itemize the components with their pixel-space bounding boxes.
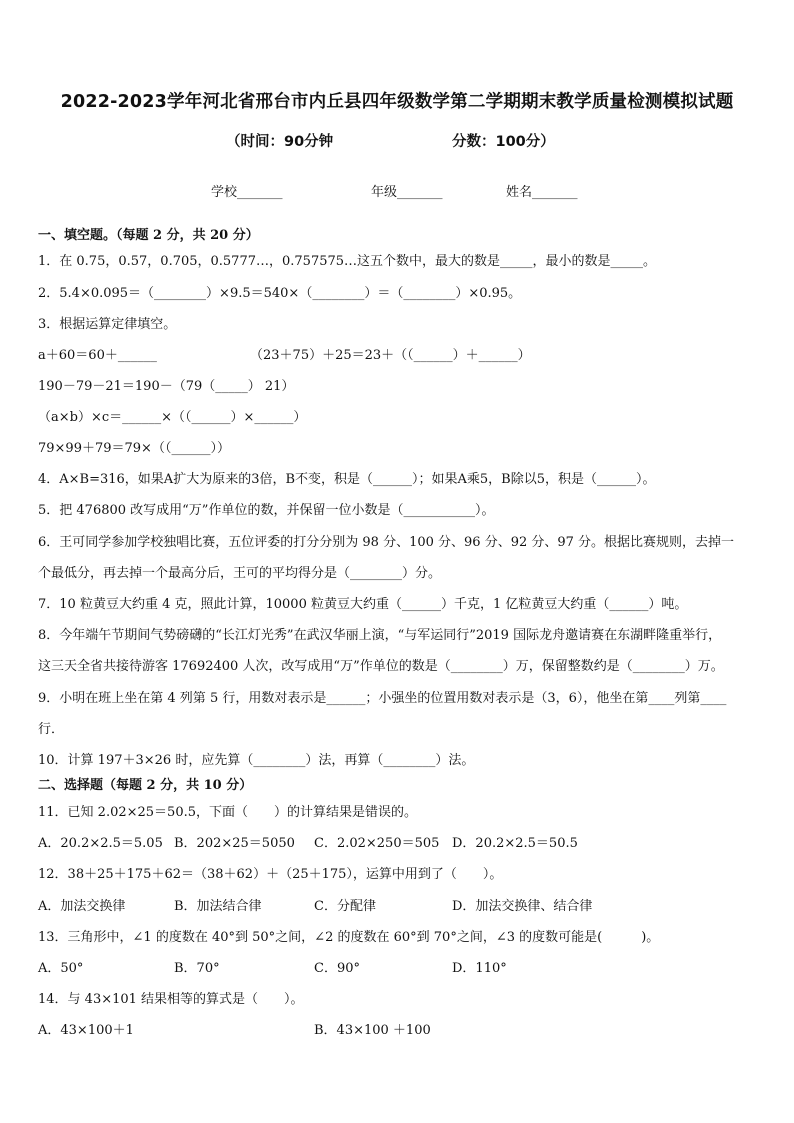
question-10: 10．计算 197＋3×26 时，应先算（________）法，再算（________）法。	[38, 753, 475, 768]
exam-title: 2022-2023学年河北省邢台市内丘县四年级数学第二学期期末教学质量检测模拟试题	[60, 92, 734, 112]
q12-option-a: A．加法交换律	[38, 899, 126, 914]
time-label: （时间：90分钟	[226, 134, 334, 150]
name-field: 姓名_______	[506, 185, 578, 200]
section1-header: 一、填空题。（每题 2 分，共 20 分）	[38, 228, 259, 243]
q14-option-b: B．43×100 ＋100	[314, 1023, 431, 1038]
question-3c: 190－79－21＝190－（79（_____） 21）	[38, 379, 295, 394]
question-3e: 79×99＋79＝79×（（______））	[38, 441, 230, 456]
q11-option-d: D．20.2×2.5＝50.5	[452, 836, 578, 851]
question-8-line2: 这三天全省共接待游客 17692400 人次，改写成用“万”作单位的数是（________）万，保留整数约是（________）万。	[38, 659, 724, 674]
question-1: 1．在 0.75，0.57，0.705，0.5777…，0.757575…这五个数中，最大的数是_____，最小的数是_____。	[38, 254, 657, 269]
question-12: 12．38＋25＋175＋62＝（38＋62）＋（25＋175），运算中用到了（ ）。	[38, 867, 503, 882]
q12-option-d: D．加法交换律、结合律	[452, 899, 593, 914]
question-3d: （a×b）×c＝______×（（______）×______）	[38, 410, 307, 425]
q12-option-c: C．分配律	[314, 899, 376, 914]
question-13: 13．三角形中，∠1 的度数在 40°到 50°之间，∠2 的度数在 60°到 70°之间，∠3 的度数可能是( )。	[38, 930, 660, 945]
q13-option-a: A．50°	[38, 961, 84, 976]
school-field: 学校_______	[211, 185, 283, 200]
question-6-line1: 6．王可同学参加学校独唱比赛，五位评委的打分分别为 98 分、100 分、96 分、92 分、97 分。根据比赛规则，去掉一	[38, 535, 735, 550]
question-14: 14．与 43×101 结果相等的算式是（ ）。	[38, 992, 304, 1007]
question-8-line1: 8．今年端午节期间气势磅礴的“长江灯光秀”在武汉华丽上演，“与军运同行”2019 国际龙舟邀请赛在东湖畔隆重举行，	[38, 628, 722, 643]
section2-header: 二、选择题（每题 2 分，共 10 分）	[38, 778, 253, 793]
question-3: 3．根据运算定律填空。	[38, 317, 177, 332]
q13-option-b: B．70°	[174, 961, 220, 976]
question-11: 11．已知 2.02×25＝50.5，下面（ ）的计算结果是错误的。	[38, 805, 417, 820]
q11-option-c: C．2.02×250＝505	[314, 836, 440, 851]
q11-option-a: A．20.2×2.5＝5.05	[38, 836, 163, 851]
question-9-line1: 9．小明在班上坐在第 4 列第 5 行，用数对表示是______；小强坐的位置用数对表示是（3，6），他坐在第____列第____	[38, 691, 727, 706]
grade-field: 年级_______	[371, 185, 443, 200]
q12-option-b: B．加法结合律	[174, 899, 262, 914]
question-7: 7．10 粒黄豆大约重 4 克，照此计算，10000 粒黄豆大约重（______）千克，1 亿粒黄豆大约重（______）吨。	[38, 597, 688, 612]
question-5: 5．把 476800 改写成用“万”作单位的数，并保留一位小数是（___________）。	[38, 503, 495, 518]
question-4: 4．A×B=316，如果A扩大为原来的3倍，B不变，积是（______）；如果A乘5，B除以5，积是（______）。	[38, 472, 656, 487]
question-3b: （23＋75）＋25＝23＋（（______）＋______）	[250, 348, 531, 363]
q13-option-d: D．110°	[452, 961, 507, 976]
question-6-line2: 个最低分，再去掉一个最高分后，王可的平均得分是（________）分。	[38, 566, 442, 581]
question-2: 2．5.4×0.095＝（________）×9.5＝540×（________）＝（________）×0.95。	[38, 286, 522, 301]
question-3a: a＋60＝60＋______	[38, 348, 157, 363]
score-label: 分数：100分）	[452, 134, 555, 150]
q11-option-b: B．202×25＝5050	[174, 836, 295, 851]
question-9-line2: 行．	[38, 722, 65, 737]
q14-option-a: A．43×100＋1	[38, 1023, 134, 1038]
q13-option-c: C．90°	[314, 961, 360, 976]
